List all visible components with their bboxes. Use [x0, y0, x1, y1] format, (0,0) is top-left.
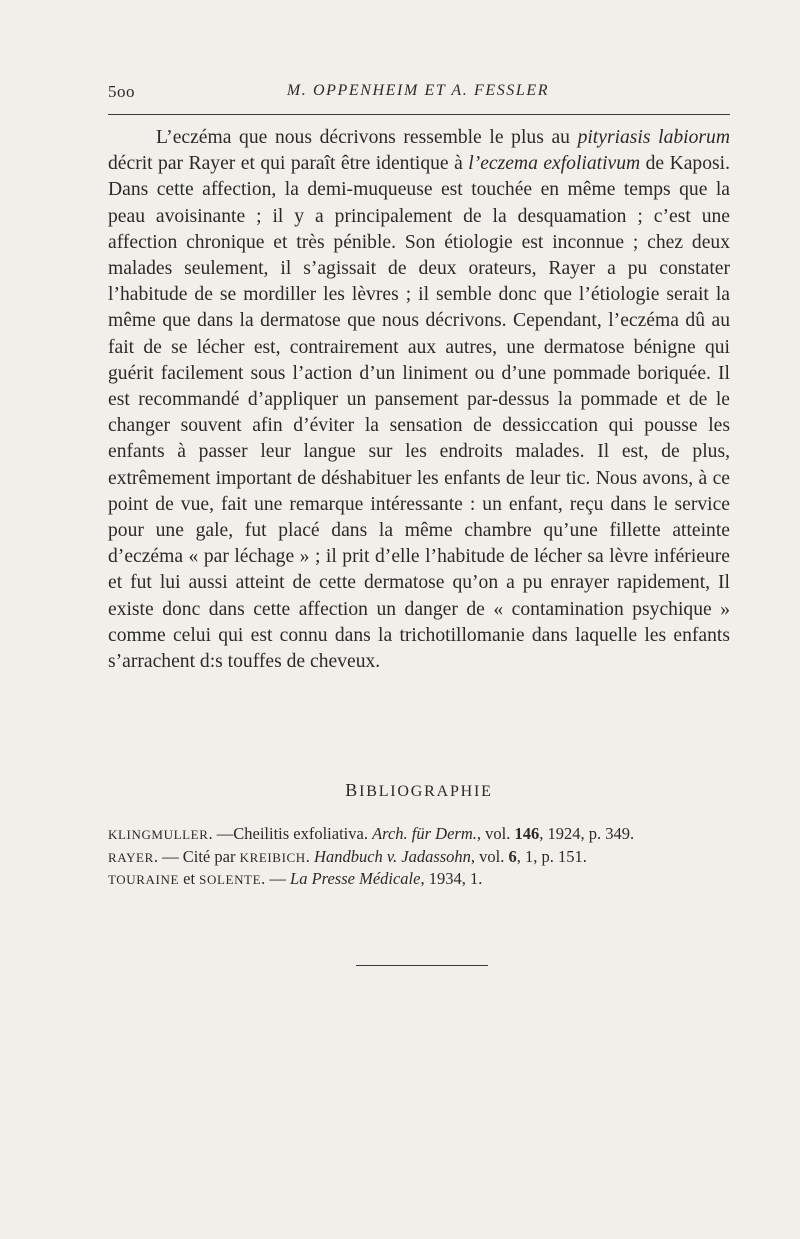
paragraph-text: L’eczéma que nous décrivons ressemble le plus au [156, 127, 578, 148]
page-number: 5oo [108, 82, 135, 101]
author-name: KREIBICH [239, 849, 306, 865]
body-text [108, 125, 730, 675]
end-rule [356, 965, 488, 966]
section-title [108, 780, 730, 801]
ref-text: . [305, 846, 315, 866]
paragraph [108, 125, 730, 675]
author-name: KLINGMULLER [108, 827, 209, 842]
italic-term: pityriasis labiorum [577, 127, 730, 148]
author-name: RAYER [108, 849, 154, 865]
ref-text: , 1924, p. 349. [539, 824, 635, 843]
paragraph-text: décrit par Rayer et qui paraît être identique à [108, 153, 469, 175]
running-head [108, 82, 730, 110]
author-name: TOURAINE [108, 872, 179, 887]
volume-number: 146 [514, 824, 540, 843]
ref-text: . — [261, 869, 291, 888]
volume-number: 6 [508, 846, 517, 866]
ref-text: , 1, p. 151. [516, 846, 587, 866]
journal-title: La Presse Médicale [290, 869, 421, 888]
journal-title: Handbuch v. Jadassohn [314, 846, 471, 866]
ref-text: , vol. [476, 824, 515, 843]
author-name: SOLENTE [199, 872, 262, 887]
ref-text: . — Cité par [153, 846, 240, 866]
section-title-initial: B [345, 780, 360, 800]
bibliography-entry [108, 823, 730, 846]
running-title: M. OPPENHEIM ET A. FESSLER [286, 82, 550, 99]
ref-text: . —Cheilitis exfoliativa. [208, 824, 373, 843]
ref-text: , 1934, 1. [420, 869, 483, 888]
bibliography-entry [108, 846, 730, 869]
bibliography-list [108, 823, 730, 891]
paragraph-text: de Kaposi. Dans cette affection, la demi-muqueuse est touchée en même temps que la peau avoisinante ; il y a principalement de la desquamation ; c’est une affection chronique et très pénible. Son étiologie est inconnue ; chez deux malades seulement, il s’agissait de deux orateurs, Rayer a pu constater l’habitude de se mordiller les lèvres ; il semble donc que l’étiologie serait la même que dans la dermatose que nous décrivons. Cependant, l’eczéma dû au fait de se lécher est, contrairement aux autres, une dermatose bénigne qui guérit facilement sous l’action d’un liniment ou d’une pommade boriquée. Il est recommandé d’appliquer un pansement par-dessus la pommade et de le changer souvent afin d’éviter la sensation de dessiccation qui pousse les enfants à passer leur langue sur les endroits malades. Il est, de plus, extrêmement important de déshabituer les enfants de leur tic. Nous avons, à ce point de vue, fait une remarque intéressante : un enfant, reçu dans le service pour une gale, fut placé dans la même chambre qu’une fillette atteinte d’eczéma « par léchage » ; il prit d’elle l’habitude de lécher sa lèvre inférieure et fut lui aussi atteint de cette dermatose qu’on a pu enrayer rapidement, Il existe donc dans cette affection un danger de « contamination psychique » comme celui qui est connu dans la trichotillomanie dans laquelle les enfants s’arrachent d:s touffes de cheveux. [108, 153, 730, 673]
bibliography-entry [108, 868, 730, 891]
italic-term: l’eczema exfoliativum [468, 153, 641, 175]
section-title-rest: IBLIOGRAPHIE [359, 783, 493, 800]
ref-text: et [179, 869, 200, 888]
journal-title: Arch. für Derm. [372, 824, 477, 843]
ref-text: , vol. [470, 846, 509, 866]
header-rule [108, 114, 730, 115]
